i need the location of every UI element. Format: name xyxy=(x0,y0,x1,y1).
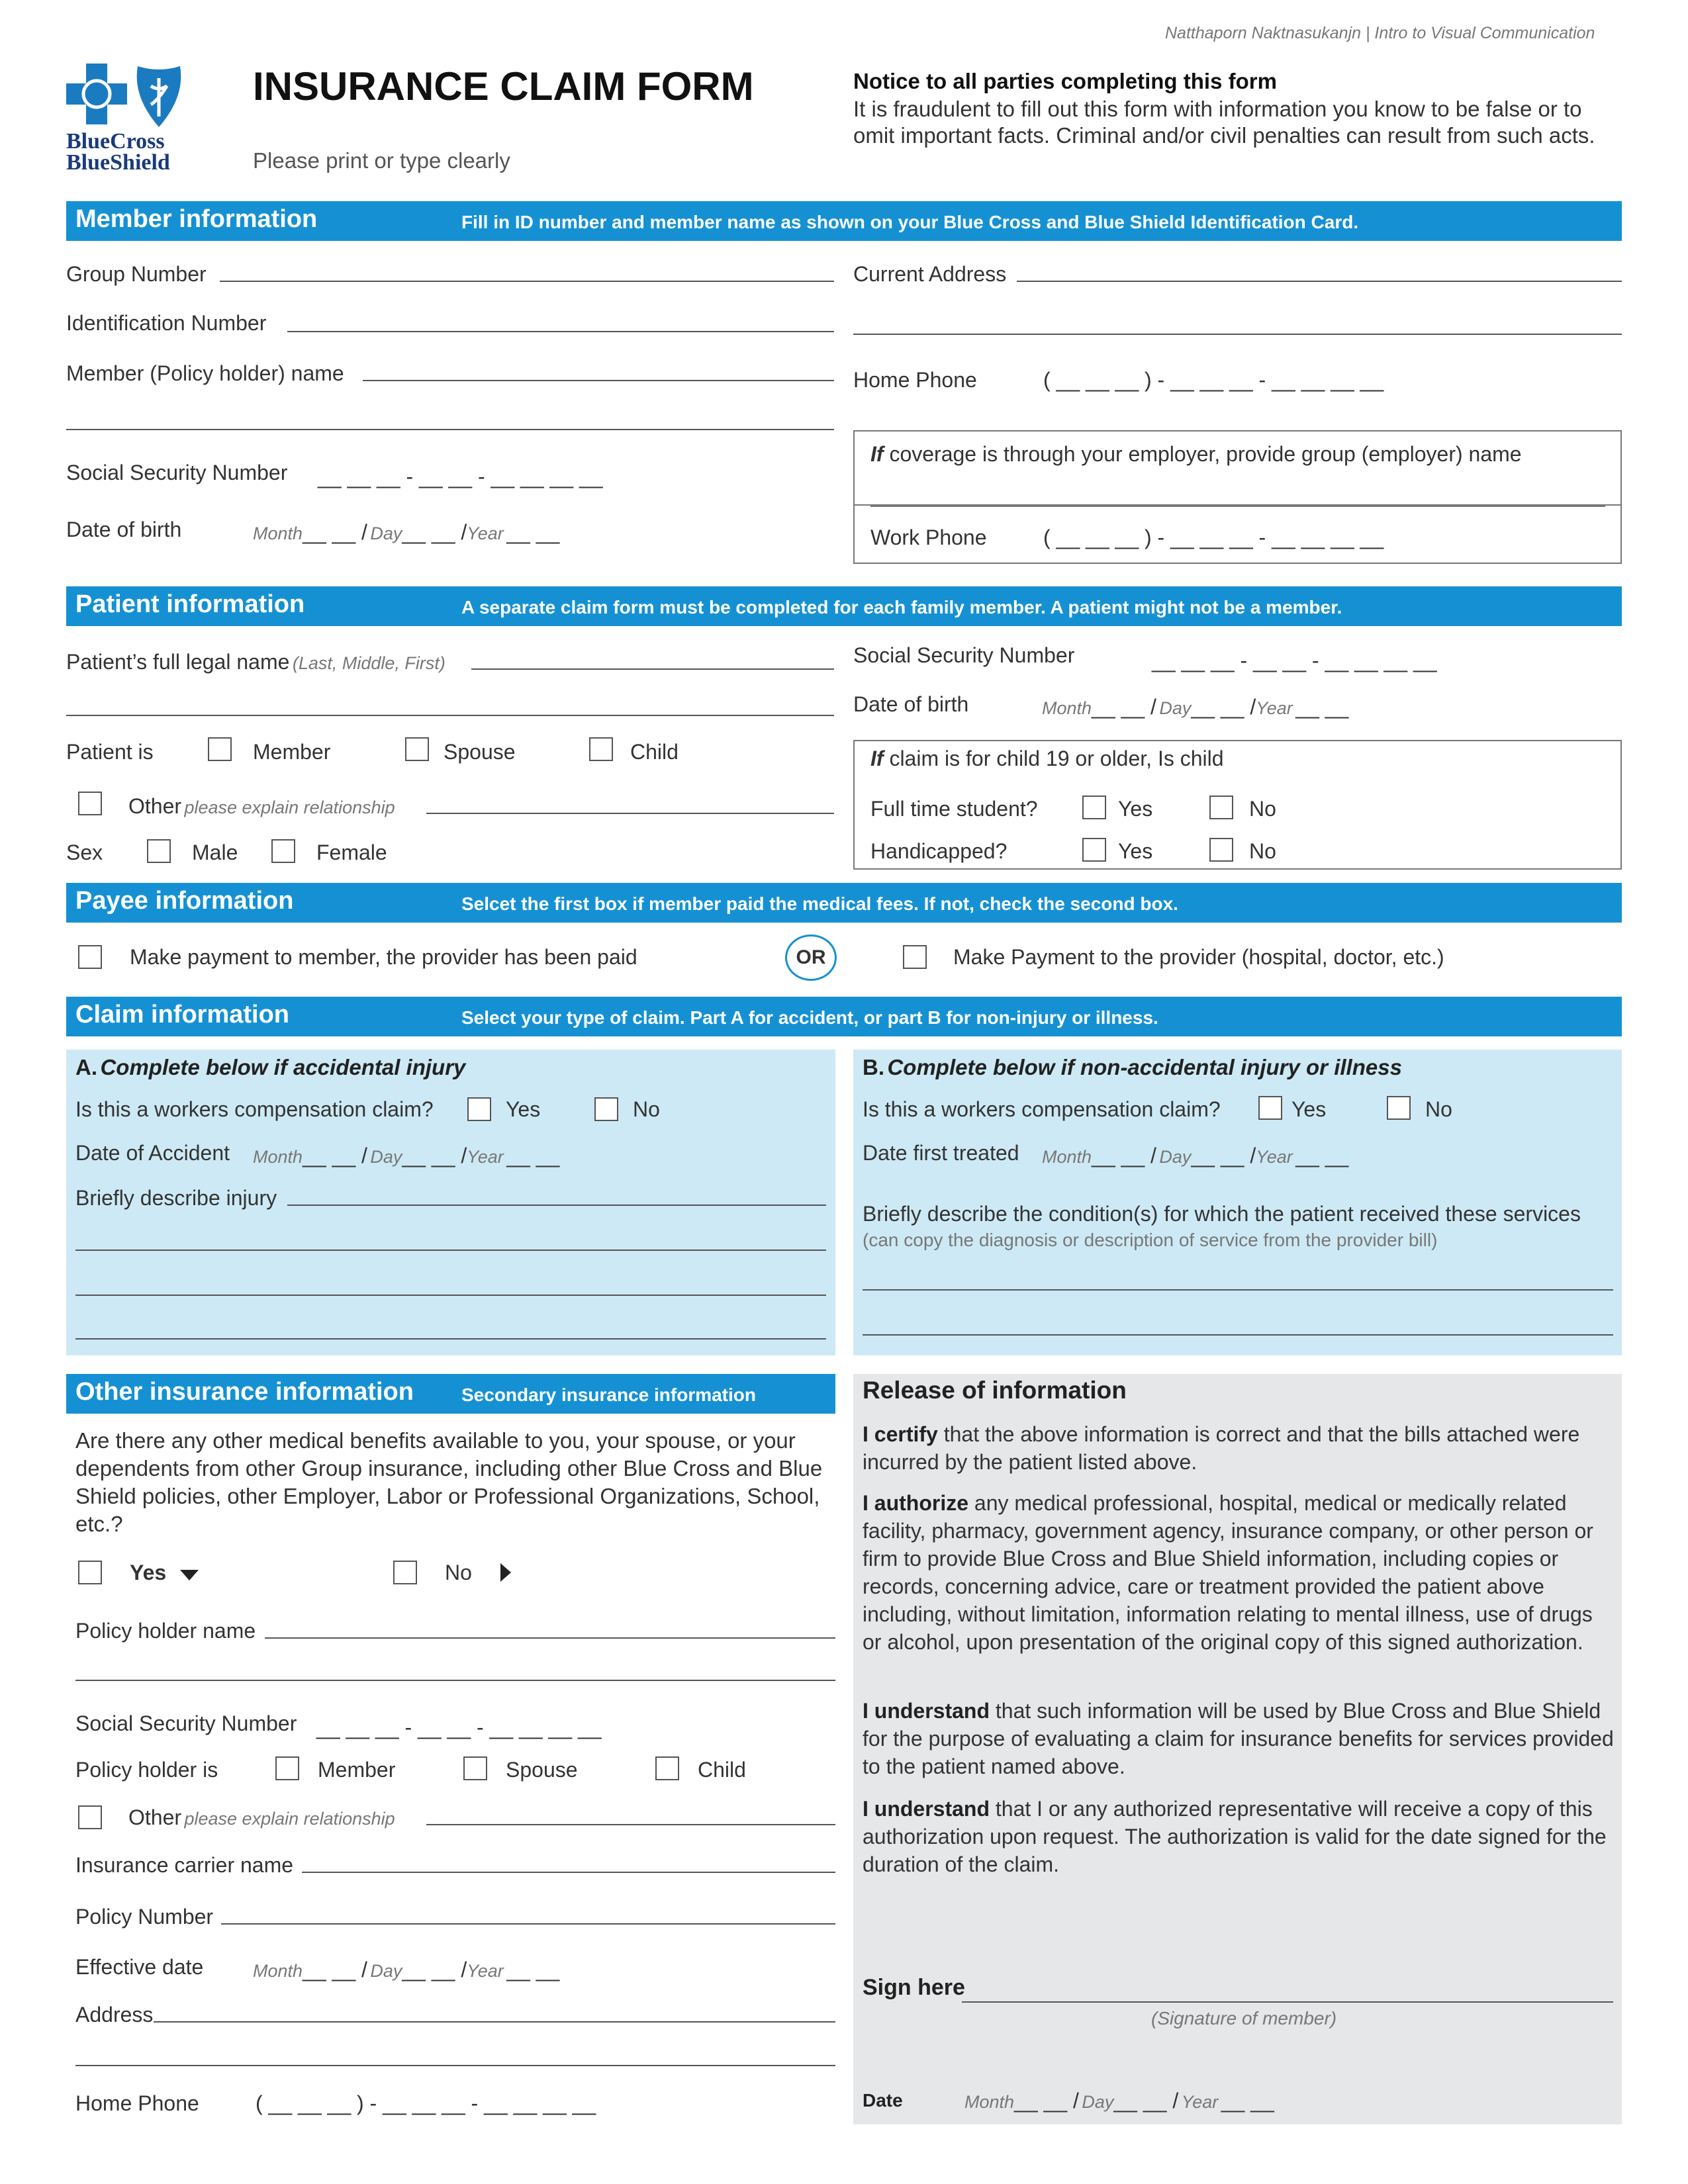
date-of-accident-field[interactable]: Month__ __ / Day__ __ /Year __ __ xyxy=(253,1144,560,1167)
release-authorize-paragraph: I authorize any medical professional, hospital, medical or medically related facility, pharmacy, government agency, insurance company, or other person or firm to provide Blue Cross and Blue Shield information, including copies or records, concerning advice, care or treatment provided the patient above including, without limitation, information relating to mental illness, use of drugs or alcohol, upon presentation of the original copy of this signed authorization. xyxy=(863,1491,1593,1654)
part-b-workers-comp-yes-label: Yes xyxy=(1291,1097,1327,1121)
effective-date-field[interactable]: Month__ __ / Day__ __ /Year __ __ xyxy=(253,1958,560,1981)
policy-holder-name-field[interactable] xyxy=(265,1637,835,1639)
employer-prompt: If coverage is through your employer, provide group (employer) name xyxy=(870,442,1522,466)
pay-provider-checkbox[interactable] xyxy=(903,945,927,969)
member-home-phone-field[interactable]: ( __ __ __ ) - __ __ __ - __ __ __ __ xyxy=(1043,368,1384,392)
release-heading: Release of information xyxy=(863,1377,1127,1404)
logo-text-bluecross: BlueCross xyxy=(66,129,165,154)
describe-condition-label: Briefly describe the condition(s) for which the patient received these services xyxy=(863,1202,1581,1226)
date-first-treated-field[interactable]: Month__ __ / Day__ __ /Year __ __ xyxy=(1042,1144,1349,1167)
sex-male-label: Male xyxy=(192,841,238,864)
member-ssn-field[interactable]: __ __ __ - __ __ - __ __ __ __ xyxy=(318,465,603,488)
claim-part-b-panel xyxy=(853,1050,1622,1355)
handicapped-label: Handicapped? xyxy=(870,839,1008,863)
member-home-phone-label: Home Phone xyxy=(853,368,977,392)
id-number-label: Identification Number xyxy=(66,311,267,335)
policy-holder-other-label: Other please explain relationship xyxy=(128,1805,395,1829)
policy-holder-is-label: Policy holder is xyxy=(75,1758,218,1782)
patient-section-title: Patient information xyxy=(75,590,305,618)
member-dob-label: Date of birth xyxy=(66,518,182,541)
patient-name-field[interactable] xyxy=(471,668,834,670)
part-a-workers-comp-label: Is this a workers compensation claim? xyxy=(75,1097,434,1121)
fulltime-no-checkbox[interactable] xyxy=(1209,796,1233,819)
part-a-workers-comp-no-checkbox[interactable] xyxy=(594,1097,618,1121)
part-a-workers-comp-yes-label: Yes xyxy=(506,1097,541,1121)
describe-injury-line-3[interactable] xyxy=(75,1295,826,1296)
signature-field[interactable] xyxy=(962,2001,1613,2003)
sex-male-checkbox[interactable] xyxy=(147,839,171,863)
other-insurance-subtitle: Secondary insurance information xyxy=(461,1385,756,1405)
other-ssn-label: Social Security Number xyxy=(75,1711,297,1735)
part-a-heading: A. Complete below if accidental injury xyxy=(75,1055,466,1079)
employer-box-divider xyxy=(855,504,1620,506)
other-insurance-yes-checkbox[interactable] xyxy=(78,1561,102,1584)
pay-member-label: Make payment to member, the provider has been paid xyxy=(130,945,637,969)
policy-holder-spouse-label: Spouse xyxy=(506,1758,578,1782)
patient-is-spouse-label: Spouse xyxy=(444,740,516,764)
handicapped-yes-checkbox[interactable] xyxy=(1082,838,1106,862)
patient-is-other-checkbox[interactable] xyxy=(78,792,102,815)
claim-section-title: Claim information xyxy=(75,1001,290,1028)
patient-is-member-checkbox[interactable] xyxy=(208,737,232,761)
credit-line: Natthaporn Naktnasukanjn | Intro to Visual Communication xyxy=(1165,24,1595,42)
describe-injury-field[interactable] xyxy=(287,1205,826,1206)
fulltime-yes-label: Yes xyxy=(1118,797,1153,821)
patient-ssn-field[interactable]: __ __ __ - __ __ - __ __ __ __ xyxy=(1152,649,1437,672)
policy-holder-spouse-checkbox[interactable] xyxy=(463,1756,487,1780)
member-dob-field[interactable]: Month__ __ / Day__ __ /Year __ __ xyxy=(253,520,560,544)
handicapped-no-label: No xyxy=(1249,839,1276,863)
describe-injury-line-2[interactable] xyxy=(75,1250,826,1251)
member-section-title: Member information xyxy=(75,205,318,233)
patient-ssn-label: Social Security Number xyxy=(853,643,1075,667)
other-home-phone-field[interactable]: ( __ __ __ ) - __ __ __ - __ __ __ __ xyxy=(256,2091,596,2115)
other-insurance-section-bar xyxy=(66,1374,835,1414)
policy-holder-child-label: Child xyxy=(698,1758,746,1782)
member-name-field[interactable] xyxy=(363,380,834,381)
patient-is-child-label: Child xyxy=(630,740,679,764)
release-panel xyxy=(853,1374,1622,2124)
handicapped-yes-label: Yes xyxy=(1118,839,1153,863)
employer-box xyxy=(853,430,1622,564)
signature-hint: (Signature of member) xyxy=(1151,2008,1337,2028)
group-number-field[interactable] xyxy=(220,281,834,282)
arrow-down-icon xyxy=(180,1570,199,1580)
sign-here-label: Sign here xyxy=(863,1975,965,2000)
date-of-accident-label: Date of Accident xyxy=(75,1141,230,1165)
patient-other-field[interactable] xyxy=(426,813,834,814)
describe-condition-field[interactable] xyxy=(863,1289,1613,1291)
handicapped-no-checkbox[interactable] xyxy=(1209,838,1233,862)
other-insurance-no-checkbox[interactable] xyxy=(393,1561,417,1584)
member-name-field-line-2[interactable] xyxy=(66,429,834,430)
policy-holder-member-checkbox[interactable] xyxy=(275,1756,299,1780)
id-number-field[interactable] xyxy=(287,331,834,332)
fulltime-no-label: No xyxy=(1249,797,1276,821)
other-ssn-field[interactable]: __ __ __ - __ __ - __ __ __ __ xyxy=(316,1715,602,1739)
describe-condition-line-2[interactable] xyxy=(863,1334,1613,1336)
child-19-prompt: If claim is for child 19 or older, Is child xyxy=(870,747,1224,770)
member-name-label: Member (Policy holder) name xyxy=(66,361,344,385)
policy-holder-name-line-2[interactable] xyxy=(75,1680,835,1681)
work-phone-label: Work Phone xyxy=(870,525,987,549)
part-a-workers-comp-yes-checkbox[interactable] xyxy=(467,1097,491,1121)
patient-section-instructions: A separate claim form must be completed for each family member. A patient might not be a member. xyxy=(461,597,1342,617)
other-insurance-no-label: No xyxy=(445,1561,472,1584)
other-address-label: Address xyxy=(75,2003,154,2026)
payee-section-instructions: Selcet the first box if member paid the medical fees. If not, check the second box. xyxy=(461,893,1178,914)
form-title: INSURANCE CLAIM FORM xyxy=(253,64,754,109)
member-section-bar xyxy=(66,201,1622,241)
logo-cross-shield-icon xyxy=(66,64,192,136)
payee-section-bar xyxy=(66,883,1622,923)
release-date-label: Date xyxy=(863,2090,903,2111)
logo-text-blueshield: BlueShield xyxy=(66,150,170,175)
policy-holder-other-checkbox[interactable] xyxy=(78,1805,102,1829)
describe-injury-label: Briefly describe injury xyxy=(75,1186,277,1210)
current-address-label: Current Address xyxy=(853,262,1007,286)
pay-provider-label: Make Payment to the provider (hospital, doctor, etc.) xyxy=(953,945,1444,969)
sex-female-label: Female xyxy=(316,841,387,864)
effective-date-label: Effective date xyxy=(75,1955,204,1979)
patient-dob-label: Date of birth xyxy=(853,692,969,716)
group-number-label: Group Number xyxy=(66,262,207,286)
other-insurance-yes-label: Yes xyxy=(130,1561,167,1584)
policy-holder-other-field[interactable] xyxy=(426,1824,835,1825)
patient-is-member-label: Member xyxy=(253,740,331,764)
employer-name-field[interactable] xyxy=(870,506,1605,507)
patient-dob-field[interactable]: Month__ __ / Day__ __ /Year __ __ xyxy=(1042,695,1349,719)
policy-holder-member-label: Member xyxy=(318,1758,396,1782)
release-certify-paragraph: I certify that the above information is correct and that the bills attached were incurred by the patient listed above. xyxy=(863,1422,1580,1474)
carrier-field[interactable] xyxy=(302,1872,835,1873)
fulltime-student-label: Full time student? xyxy=(870,797,1038,821)
patient-is-child-checkbox[interactable] xyxy=(589,737,613,761)
patient-name-field-line-2[interactable] xyxy=(66,715,834,716)
child-19-box xyxy=(853,740,1622,870)
other-home-phone-label: Home Phone xyxy=(75,2091,199,2115)
bluecross-blueshield-logo xyxy=(66,64,192,176)
fulltime-yes-checkbox[interactable] xyxy=(1082,796,1106,819)
part-b-workers-comp-no-label: No xyxy=(1425,1097,1452,1121)
or-badge: OR xyxy=(785,934,837,981)
patient-section-bar xyxy=(66,586,1622,626)
sex-label: Sex xyxy=(66,841,103,864)
part-b-heading: B. Complete below if non-accidental injury or illness xyxy=(863,1055,1402,1079)
member-section-instructions: Fill in ID number and member name as shown on your Blue Cross and Blue Shield Identification Card. xyxy=(461,212,1359,232)
patient-is-spouse-checkbox[interactable] xyxy=(405,737,429,761)
other-address-line-2[interactable] xyxy=(75,2065,835,2066)
policy-number-field[interactable] xyxy=(221,1923,835,1925)
sex-female-checkbox[interactable] xyxy=(271,839,295,863)
policy-number-label: Policy Number xyxy=(75,1905,214,1929)
date-first-treated-label: Date first treated xyxy=(863,1141,1019,1165)
part-b-workers-comp-label: Is this a workers compensation claim? xyxy=(863,1097,1221,1121)
policy-holder-name-label: Policy holder name xyxy=(75,1619,256,1643)
other-insurance-title: Other insurance information xyxy=(75,1378,414,1406)
arrow-right-icon xyxy=(500,1563,511,1582)
current-address-field-line-2[interactable] xyxy=(853,334,1622,335)
other-insurance-question: Are there any other medical benefits available to you, your spouse, or your dependents from other Group insurance, including other Blue Cross and Blue Shield policies, other Employer, Labor or Professional Organizations, School, etc.? xyxy=(75,1428,823,1536)
payee-section-title: Payee information xyxy=(75,887,294,915)
work-phone-field[interactable]: ( __ __ __ ) - __ __ __ - __ __ __ __ xyxy=(1043,525,1384,549)
claim-part-a-panel xyxy=(66,1050,835,1355)
policy-holder-child-checkbox[interactable] xyxy=(655,1756,679,1780)
part-a-workers-comp-no-label: No xyxy=(633,1097,660,1121)
carrier-label: Insurance carrier name xyxy=(75,1853,294,1877)
patient-is-label: Patient is xyxy=(66,740,154,764)
part-b-workers-comp-no-checkbox[interactable] xyxy=(1387,1096,1411,1120)
claim-section-bar xyxy=(66,997,1622,1036)
claim-section-instructions: Select your type of claim. Part A for accident, or part B for non-injury or illness. xyxy=(461,1007,1158,1028)
patient-name-label: Patient’s full legal name (Last, Middle, First) xyxy=(66,650,445,674)
part-b-workers-comp-yes-checkbox[interactable] xyxy=(1258,1096,1282,1120)
describe-injury-line-4[interactable] xyxy=(75,1338,826,1340)
notice-heading: Notice to all parties completing this form xyxy=(853,69,1277,93)
release-understand-paragraph-1: I understand that such information will be used by Blue Cross and Blue Shield for the purpose of evaluating a claim for insurance benefits for services provided to the patient named above. xyxy=(863,1699,1614,1778)
describe-condition-hint: (can copy the diagnosis or description of service from the provider bill) xyxy=(863,1230,1438,1250)
release-understand-paragraph-2: I understand that I or any authorized representative will receive a copy of this authorization upon request. The authorization is valid for the date signed for the duration of the claim. xyxy=(863,1797,1607,1876)
current-address-field[interactable] xyxy=(1017,281,1622,282)
pay-member-checkbox[interactable] xyxy=(78,945,102,969)
form-subtitle: Please print or type clearly xyxy=(253,148,510,173)
patient-other-label: Other please explain relationship xyxy=(128,794,395,818)
member-ssn-label: Social Security Number xyxy=(66,461,288,484)
notice-line-1: It is fraudulent to fill out this form with information you know to be false or to xyxy=(853,97,1582,121)
other-address-field[interactable] xyxy=(154,2021,835,2023)
release-date-field[interactable]: Month__ __ / Day__ __ / Year __ __ xyxy=(964,2089,1274,2113)
notice-line-2: omit important facts. Criminal and/or civil penalties can result from such acts. xyxy=(853,123,1595,148)
